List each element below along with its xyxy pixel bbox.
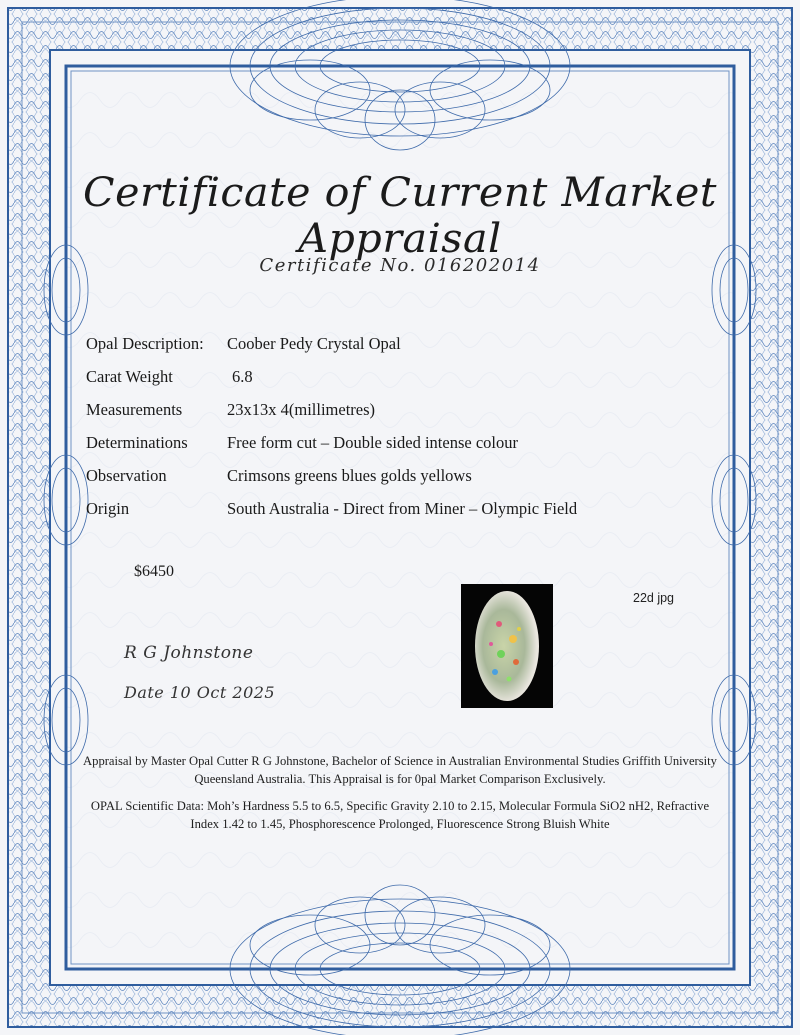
scientific-data: OPAL Scientific Data: Moh’s Hardness 5.5 to 6.5, Specific Gravity 2.10 to 2.15, Molecular Formula SiO2 nH2, Refractive Index 1.42 to 1.45, Phosphorescence Prolonged, Fluorescence Strong Bluish White <box>90 799 710 831</box>
field-value: 23x13x 4(millimetres) <box>227 399 376 419</box>
field-value: Crimsons greens blues golds yellows <box>227 465 472 485</box>
certificate-number: Certificate No. 016202014 <box>259 255 541 276</box>
field-row-carat-weight <box>86 360 726 393</box>
field-label: Observation <box>86 465 167 485</box>
field-label: Carat Weight <box>86 366 173 386</box>
field-label: Opal Description: <box>86 333 204 353</box>
appraiser-signature: R G Johnstone <box>124 643 254 663</box>
field-value: Coober Pedy Crystal Opal <box>227 333 401 353</box>
field-label: Measurements <box>86 399 183 419</box>
field-row-origin <box>86 492 726 525</box>
field-value: South Australia - Direct from Miner – Olympic Field <box>227 498 578 518</box>
image-label: 22d jpg <box>633 591 675 605</box>
field-label: Determinations <box>86 432 188 452</box>
appraisal-price: $6450 <box>134 563 174 580</box>
field-label: Origin <box>86 498 130 518</box>
appraisal-date: Date 10 Oct 2025 <box>124 683 276 702</box>
field-row-description <box>86 327 726 360</box>
field-value: Free form cut – Double sided intense colour <box>227 432 518 452</box>
certificate-title: Certificate of Current Market Appraisal <box>83 170 717 262</box>
field-value: 6.8 <box>232 366 253 386</box>
field-row-determinations <box>86 426 726 459</box>
appraisal-note: Appraisal by Master Opal Cutter R G Johnstone, Bachelor of Science in Australian Environmental Studies Griffith University Queensland Australia. This Appraisal is for 0pal Market Comparison Exclusively. <box>83 754 717 786</box>
appraisal-fields <box>86 327 726 525</box>
field-row-observation <box>86 459 726 492</box>
field-row-measurements <box>86 393 726 426</box>
opal-photo <box>461 584 553 708</box>
